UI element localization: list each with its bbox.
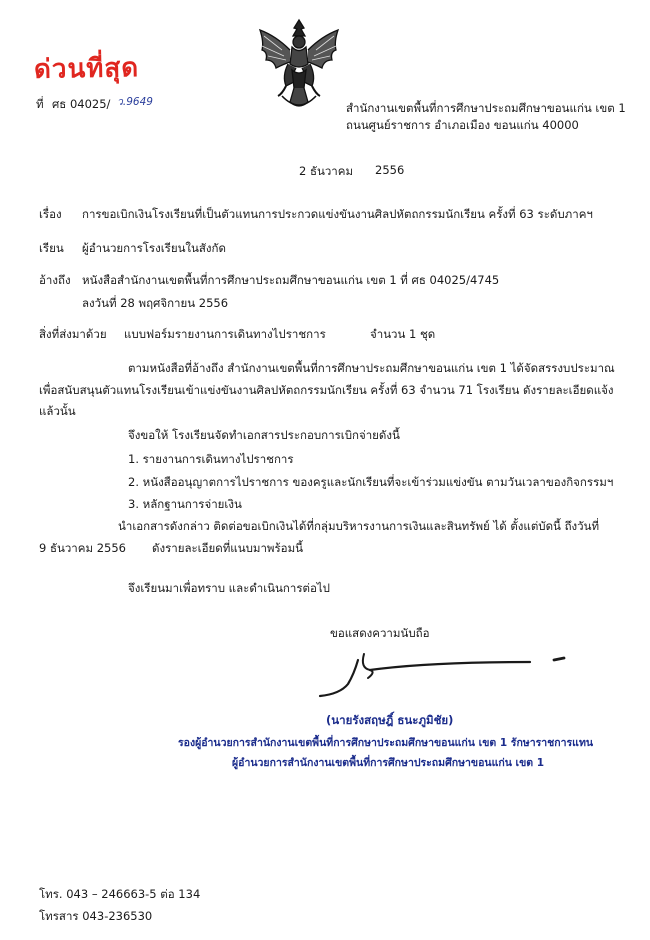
body-para3-rest: ดังรายละเอียดที่แนบมาพร้อมนี้	[152, 541, 304, 555]
body-para1-line2: เพื่อสนับสนุนตัวแทนโรงเรียนเข้าแข่งขันงานศิลปหัตถกรรมนักเรียน ครั้งที่ 63 จำนวน 71 โรงเรียน ดังรายละเอียดแจ้ง	[39, 383, 614, 397]
document-date-year: 2556	[375, 163, 405, 177]
list-item: 2. หนังสืออนุญาตการไปราชการ ของครูและนักเรียนที่จะเข้าร่วมแข่งขัน ตามวันเวลาของกิจกรรมฯ	[128, 475, 614, 489]
body-para1-line1: ตามหนังสือที่อ้างถึง สำนักงานเขตพื้นที่การศึกษาประถมศึกษาขอนแก่น เขต 1 ได้จัดสรรงบประมาณ	[128, 361, 615, 375]
body-para3-line1: นำเอกสารดังกล่าว ติดต่อขอเบิกเงินได้ที่กลุ่มบริหารงานการเงินและสินทรัพย์ ได้ ตั้งแต่บัดนี้ ถึงวันที่	[118, 519, 600, 533]
to-label: เรียน	[39, 241, 64, 255]
to-text: ผู้อำนวยการโรงเรียนในสังกัด	[82, 241, 226, 255]
ref-label: ที่	[36, 97, 44, 111]
garuda-emblem-icon	[252, 14, 346, 114]
enclosure-label: สิ่งที่ส่งมาด้วย	[39, 327, 107, 341]
ref-handwritten-number: ว.9649	[117, 96, 153, 108]
body-para3-date: 9 ธันวาคม 2556	[39, 541, 126, 555]
office-name: สำนักงานเขตพื้นที่การศึกษาประถมศึกษาขอนแก่น เขต 1	[346, 101, 626, 115]
signer-title-1: รองผู้อำนวยการสำนักงานเขตพื้นที่การศึกษาประถมศึกษาขอนแก่น เขต 1 รักษาราชการแทน	[178, 737, 594, 749]
salutation: ขอแสดงความนับถือ	[330, 626, 430, 640]
subject-label: เรื่อง	[39, 207, 62, 221]
subject-text: การขอเบิกเงินโรงเรียนที่เป็นตัวแทนการประกวดแข่งขันงานศิลปหัตถกรรมนักเรียน ครั้งที่ 63 ระดับภาคฯ	[82, 207, 593, 221]
footer-phone: โทร. 043 – 246663-5 ต่อ 134	[39, 887, 201, 901]
list-item: 3. หลักฐานการจ่ายเงิน	[128, 497, 242, 511]
reference-label: อ้างถึง	[39, 273, 71, 287]
body-para2: จึงขอให้ โรงเรียนจัดทำเอกสารประกอบการเบิกจ่ายดังนี้	[128, 428, 400, 442]
reference-line-2: ลงวันที่ 28 พฤศจิกายน 2556	[82, 296, 229, 310]
reference-line-1: หนังสือสำนักงานเขตพื้นที่การศึกษาประถมศึกษาขอนแก่น เขต 1 ที่ ศธ 04025/4745	[82, 273, 500, 287]
enclosure-quantity: จำนวน 1 ชุด	[370, 327, 436, 341]
list-item: 1. รายงานการเดินทางไปราชการ	[128, 452, 294, 466]
closing-text: จึงเรียนมาเพื่อทราบ และดำเนินการต่อไป	[128, 581, 330, 595]
urgent-stamp: ด่วนที่สุด	[33, 53, 140, 85]
office-address: ถนนศูนย์ราชการ อำเภอเมือง ขอนแก่น 40000	[346, 118, 579, 132]
footer-fax: โทรสาร 043-236530	[39, 909, 153, 923]
ref-number: ศธ 04025/	[52, 97, 111, 111]
signer-title-2: ผู้อำนวยการสำนักงานเขตพื้นที่การศึกษาประถมศึกษาขอนแก่น เขต 1	[232, 757, 545, 769]
document-date: 2 ธันวาคม	[299, 164, 354, 178]
signer-name: (นายรังสฤษฎิ์ ธนะภูมิชัย)	[326, 713, 454, 727]
enclosure-text: แบบฟอร์มรายงานการเดินทางไปราชการ	[124, 327, 326, 341]
body-para1-line3: แล้วนั้น	[39, 404, 76, 418]
handwritten-signature	[318, 648, 574, 700]
